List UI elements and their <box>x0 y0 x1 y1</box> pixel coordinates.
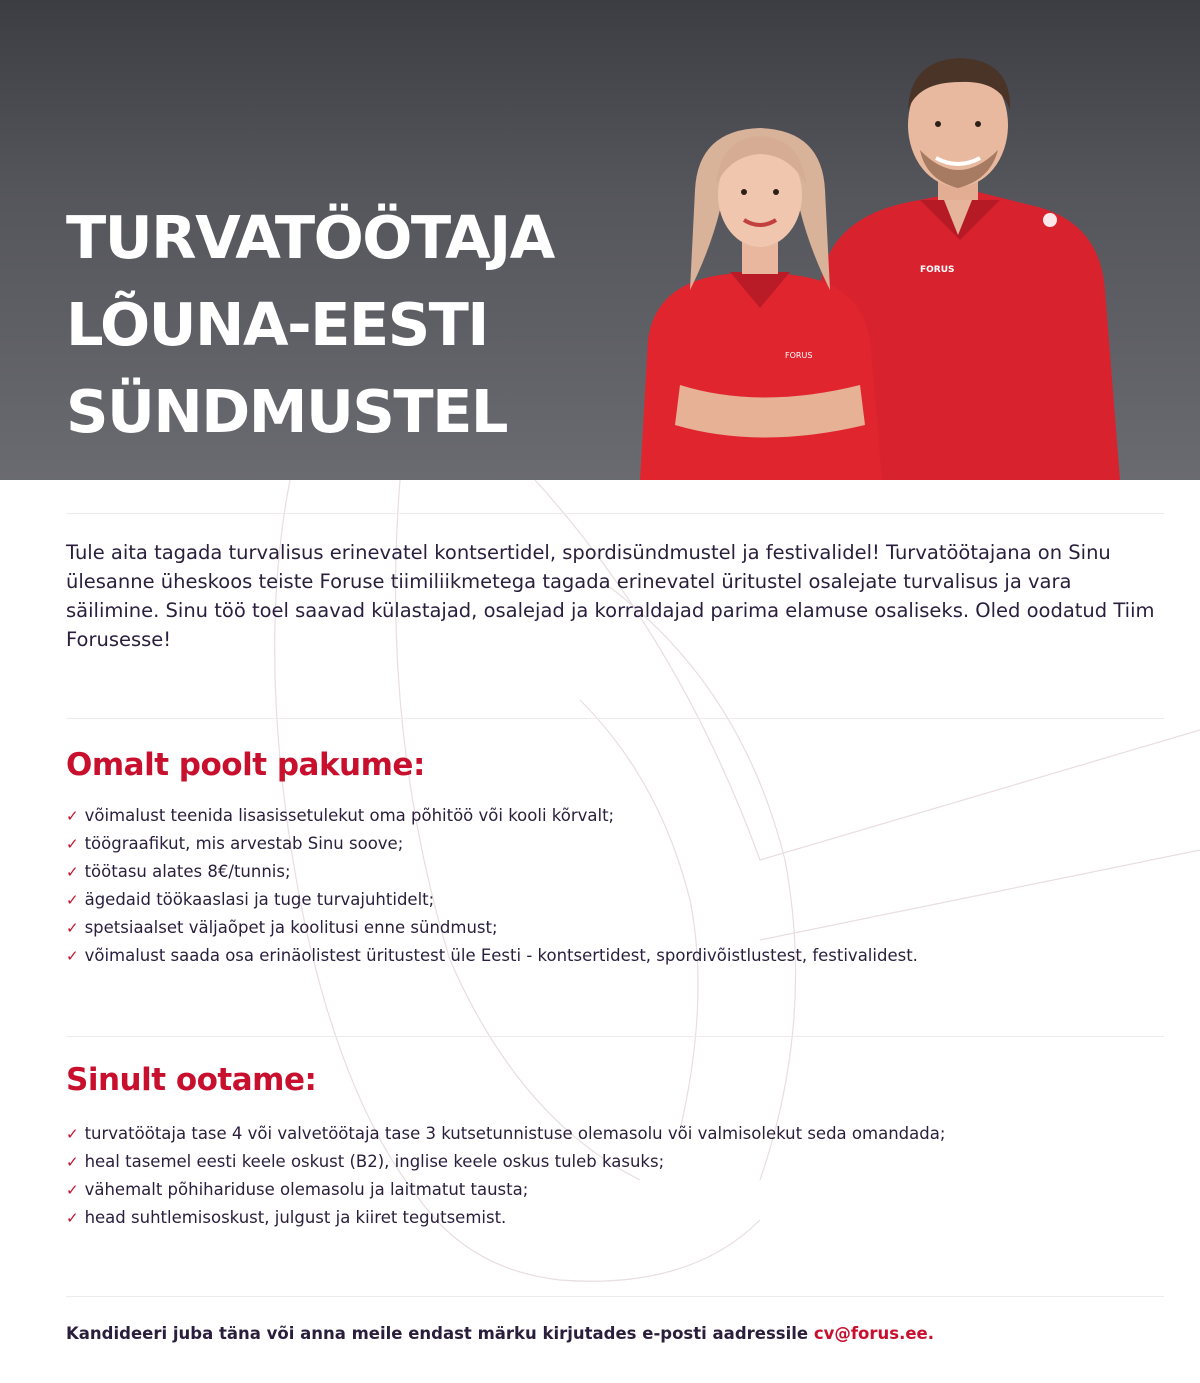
offer-heading: Omalt poolt pakume: <box>66 747 425 783</box>
divider <box>66 718 1164 719</box>
check-icon: ✓ <box>66 919 79 937</box>
check-icon: ✓ <box>66 1153 79 1171</box>
list-item: ✓ vähemalt põhihariduse olemasolu ja laitmatut tausta; <box>66 1176 1166 1204</box>
list-item: ✓ võimalust teenida lisasissetulekut oma põhitöö või kooli kõrvalt; <box>66 802 1166 830</box>
apply-text: Kandideeri juba täna või anna meile endast märku kirjutades e-posti aadressile <box>66 1324 814 1343</box>
list-item: ✓ heal tasemel eesti keele oskust (B2), inglise keele oskus tuleb kasuks; <box>66 1148 1166 1176</box>
title-line-1: TURVATÖÖTAJA <box>66 203 554 272</box>
requirements-heading: Sinult ootame: <box>66 1062 317 1098</box>
hero-banner <box>0 0 1200 480</box>
woman-figure <box>640 128 882 480</box>
shirt-logo-woman: FORUS <box>785 351 813 360</box>
check-icon: ✓ <box>66 863 79 881</box>
list-item: ✓ turvatöötaja tase 4 või valvetöötaja tase 3 kutsetunnistuse olemasolu või valmisolekut seda omandada; <box>66 1120 1166 1148</box>
list-item: ✓ töögraafikut, mis arvestab Sinu soove; <box>66 830 1166 858</box>
divider <box>66 513 1164 514</box>
check-icon: ✓ <box>66 807 79 825</box>
title-line-3: SÜNDMUSTEL <box>66 377 508 446</box>
title-line-2: LÕUNA-EESTI <box>66 290 488 359</box>
list-item: ✓ ägedaid töökaaslasi ja tuge turvajuhtidelt; <box>66 886 1166 914</box>
offer-list <box>66 802 1166 970</box>
list-item: ✓ spetsiaalset väljaõpet ja koolitusi enne sündmust; <box>66 914 1166 942</box>
check-icon: ✓ <box>66 1181 79 1199</box>
staff-photo <box>620 40 1160 480</box>
check-icon: ✓ <box>66 835 79 853</box>
email-link[interactable]: cv@forus.ee. <box>813 1324 935 1343</box>
check-icon: ✓ <box>66 947 79 965</box>
list-item: ✓ head suhtlemisoskust, julgust ja kiiret tegutsemist. <box>66 1204 1166 1232</box>
requirements-list <box>66 1120 1166 1232</box>
check-icon: ✓ <box>66 1125 79 1143</box>
list-item: ✓ võimalust saada osa erinäolistest üritustest üle Eesti - kontsertidest, spordivõistlustest, festivalidest. <box>66 942 1166 970</box>
apply-cta <box>66 1324 934 1343</box>
intro-paragraph: Tule aita tagada turvalisus erinevatel kontsertidel, spordisündmustel ja festivalidel! Turvatöötajana on Sinu ülesanne üheskoos teiste Foruse tiimiliikmetega tagada erinevatel üritustel osalejate turvalisus ja vara säilimine. Sinu töö toel saavad külastajad, osalejad ja korraldajad parima elamuse osaliseks. Oled oodatud Tiim Forusesse! <box>66 541 1155 651</box>
divider <box>66 1296 1164 1297</box>
check-icon: ✓ <box>66 1209 79 1227</box>
shirt-logo: FORUS <box>920 265 955 275</box>
divider <box>66 1036 1164 1037</box>
page-title <box>66 194 554 455</box>
check-icon: ✓ <box>66 891 79 909</box>
list-item: ✓ töötasu alates 8€/tunnis; <box>66 858 1166 886</box>
